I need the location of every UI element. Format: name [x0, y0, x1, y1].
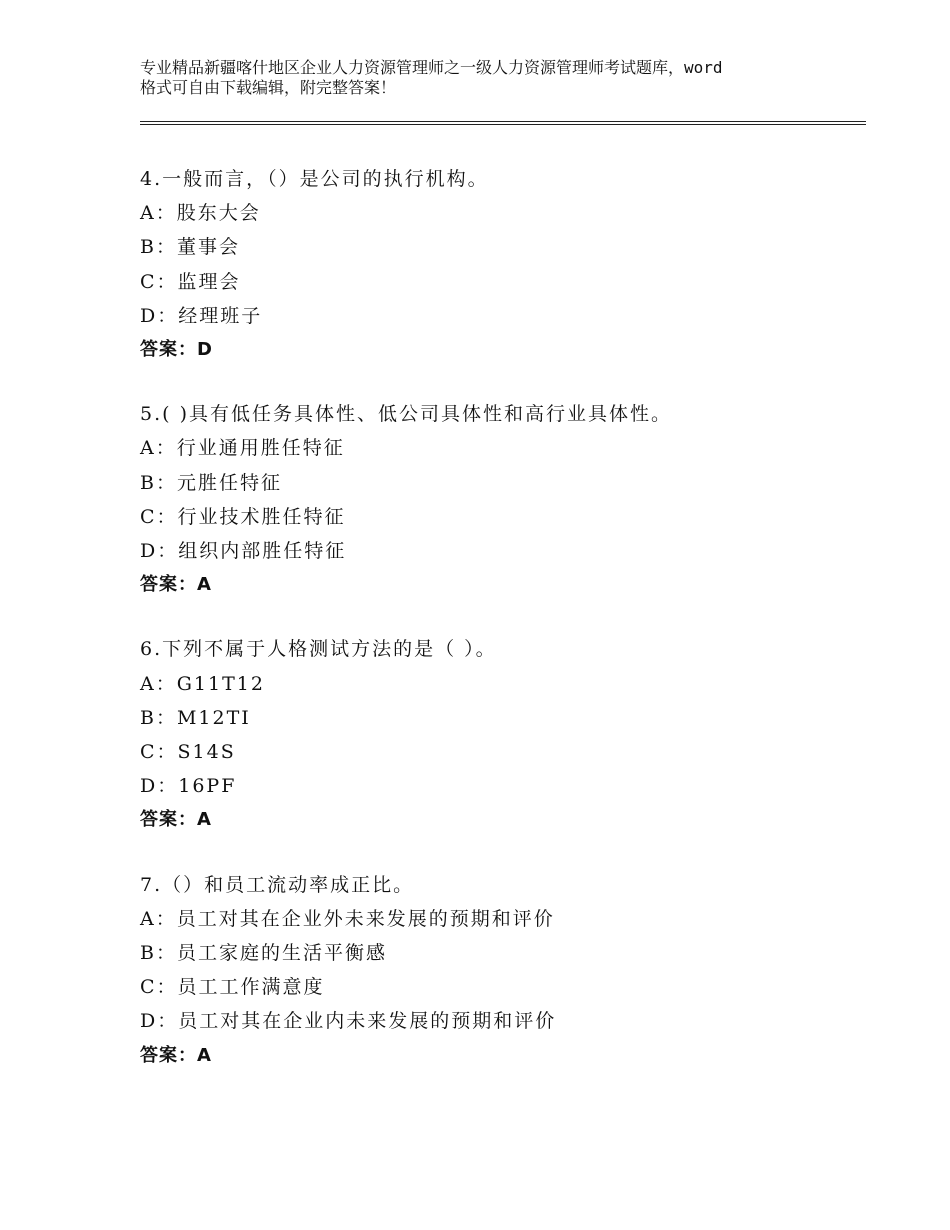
- option-a: A：股东大会: [140, 202, 261, 225]
- header-divider-top: [140, 121, 866, 122]
- question-6: [140, 632, 866, 837]
- question-stem: 5.( )具有低任务具体性、低公司具体性和高行业具体性。: [140, 403, 672, 426]
- option-b: B：M12TI: [140, 706, 251, 729]
- option-b: B：元胜任特征: [140, 471, 282, 494]
- question-7: [140, 868, 866, 1073]
- answer-label: 答案：A: [140, 809, 212, 831]
- option-a: A：员工对其在企业外未来发展的预期和评价: [140, 907, 555, 930]
- document-header: [140, 58, 860, 98]
- option-d: D：员工对其在企业内未来发展的预期和评价: [140, 1010, 557, 1033]
- option-d: D：经理班子: [140, 304, 263, 327]
- option-b: B：员工家庭的生活平衡感: [140, 942, 387, 965]
- answer-label: 答案：A: [140, 1044, 212, 1066]
- answer-label: 答案：A: [140, 574, 212, 596]
- question-5: [140, 397, 866, 602]
- option-a: A：行业通用胜任特征: [140, 437, 345, 460]
- question-stem: 4.一般而言，（）是公司的执行机构。: [140, 168, 489, 190]
- option-c: C：监理会: [140, 270, 241, 293]
- option-d: D：16PF: [140, 775, 237, 798]
- option-d: D：组织内部胜任特征: [140, 540, 347, 563]
- question-list: [140, 162, 866, 1103]
- header-divider-bottom: [140, 124, 866, 125]
- option-a: A：G11T12: [140, 672, 265, 695]
- question-stem: 6.下列不属于人格测试方法的是（ ）。: [140, 638, 497, 661]
- header-title-line-2: 格式可自由下载编辑，附完整答案！: [140, 78, 397, 97]
- option-c: C：行业技术胜任特征: [140, 505, 346, 528]
- question-4: [140, 162, 866, 367]
- question-stem: 7.（）和员工流动率成正比。: [140, 873, 415, 896]
- header-title-line-1: 专业精品新疆喀什地区企业人力资源管理师之一级人力资源管理师考试题库，word: [140, 58, 723, 77]
- option-c: C：S14S: [140, 741, 236, 764]
- option-c: C：员工工作满意度: [140, 976, 325, 999]
- option-b: B：董事会: [140, 236, 240, 259]
- answer-label: 答案：D: [140, 339, 213, 361]
